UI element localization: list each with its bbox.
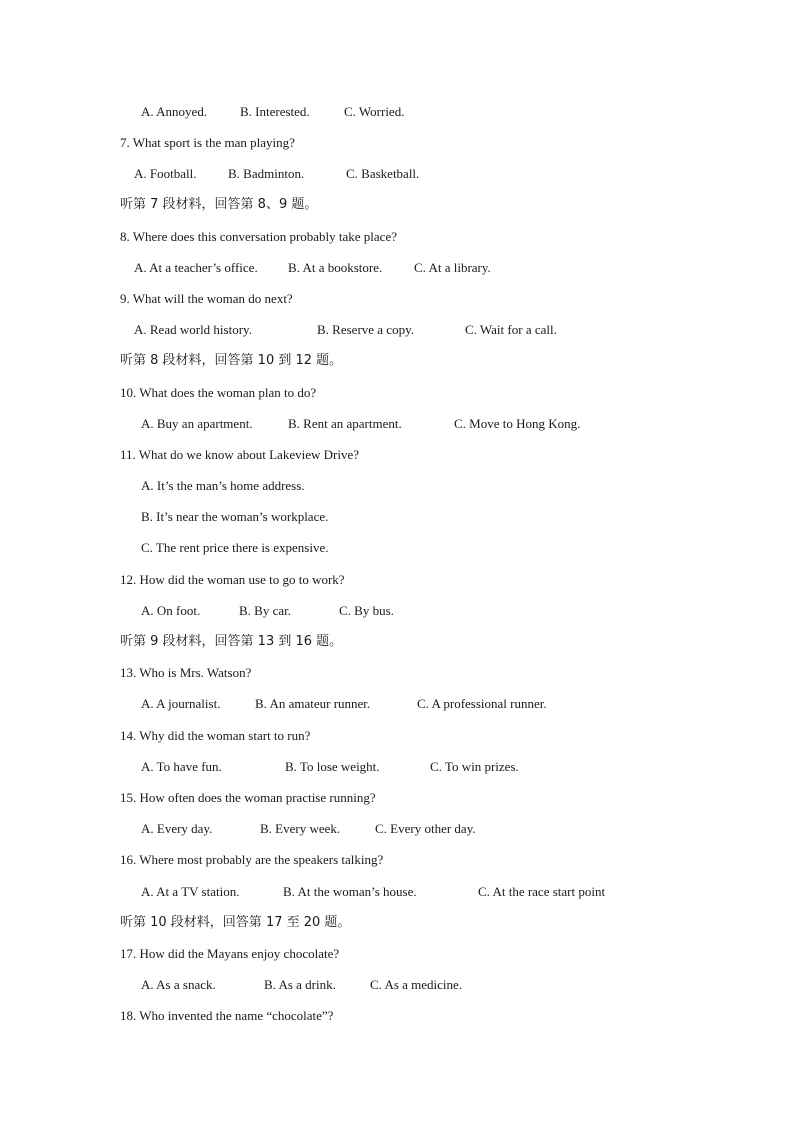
question-15: 15. How often does the woman practise running? <box>120 790 376 805</box>
section-heading: 听第 7 段材料，回答第 8、9 题。 <box>120 197 318 212</box>
question-7: 7. What sport is the man playing? <box>120 135 295 150</box>
question-16: 16. Where most probably are the speakers talking? <box>120 852 384 867</box>
question-11: 11. What do we know about Lakeview Drive? <box>120 447 359 462</box>
option-b: B. Interested. <box>240 104 310 119</box>
option-a: A. It’s the man’s home address. <box>141 478 305 493</box>
option-a: A. A journalist. <box>141 696 221 711</box>
option-c: C. Basketball. <box>346 166 420 181</box>
question-13: 13. Who is Mrs. Watson? <box>120 665 252 680</box>
question-10: 10. What does the woman plan to do? <box>120 385 317 400</box>
option-b: B. Rent an apartment. <box>288 416 402 431</box>
option-b: B. At a bookstore. <box>288 260 383 275</box>
option-b: B. To lose weight. <box>285 759 380 774</box>
option-c: C. To win prizes. <box>430 759 519 774</box>
option-c: C. Worried. <box>344 104 405 119</box>
question-17: 17. How did the Mayans enjoy chocolate? <box>120 946 340 961</box>
option-b: B. At the woman’s house. <box>283 884 417 899</box>
option-c: C. At the race start point <box>478 884 606 899</box>
option-a: A. Buy an apartment. <box>141 416 253 431</box>
question-18: 18. Who invented the name “chocolate”? <box>120 1008 334 1023</box>
option-b: B. Every week. <box>260 821 341 836</box>
option-c: C. At a library. <box>414 260 491 275</box>
option-c: C. The rent price there is expensive. <box>141 540 329 555</box>
option-a: A. On foot. <box>141 603 201 618</box>
option-c: C. As a medicine. <box>370 977 463 992</box>
option-a: A. As a snack. <box>141 977 216 992</box>
question-8: 8. Where does this conversation probably take place? <box>120 229 397 244</box>
section-heading: 听第 8 段材料，回答第 10 到 12 题。 <box>120 353 343 368</box>
option-a: A. Read world history. <box>134 322 252 337</box>
option-c: C. Wait for a call. <box>465 322 557 337</box>
option-c: C. Every other day. <box>375 821 476 836</box>
option-b: B. By car. <box>239 603 291 618</box>
question-14: 14. Why did the woman start to run? <box>120 728 311 743</box>
option-a: A. At a TV station. <box>141 884 240 899</box>
option-c: C. Move to Hong Kong. <box>454 416 581 431</box>
option-a: A. At a teacher’s office. <box>134 260 258 275</box>
option-b: B. An amateur runner. <box>255 696 371 711</box>
option-a: A. Football. <box>134 166 197 181</box>
option-a: A. To have fun. <box>141 759 222 774</box>
option-a: A. Every day. <box>141 821 213 836</box>
option-c: C. A professional runner. <box>417 696 547 711</box>
option-b: B. Badminton. <box>228 166 305 181</box>
section-heading: 听第 10 段材料，回答第 17 至 20 题。 <box>120 915 351 930</box>
question-12: 12. How did the woman use to go to work? <box>120 572 345 587</box>
option-b: B. It’s near the woman’s workplace. <box>141 509 329 524</box>
option-a: A. Annoyed. <box>141 104 208 119</box>
question-9: 9. What will the woman do next? <box>120 291 293 306</box>
option-b: B. Reserve a copy. <box>317 322 414 337</box>
option-b: B. As a drink. <box>264 977 336 992</box>
section-heading: 听第 9 段材料，回答第 13 到 16 题。 <box>120 634 343 649</box>
option-c: C. By bus. <box>339 603 394 618</box>
